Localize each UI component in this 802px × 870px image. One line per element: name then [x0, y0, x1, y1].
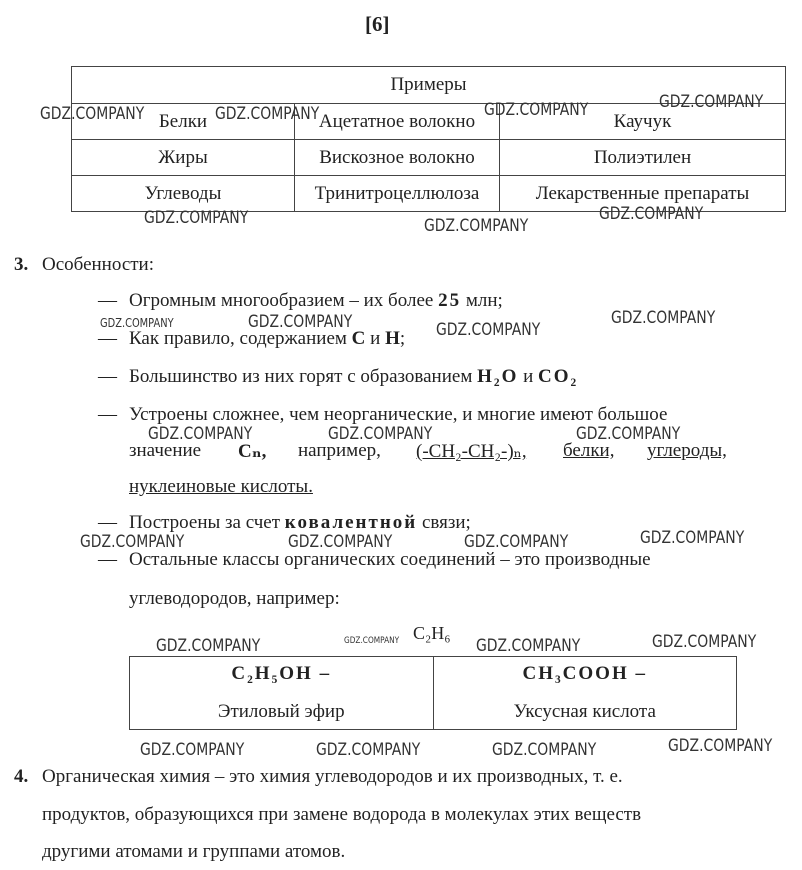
- watermark: GDZ.COMPANY: [424, 216, 529, 236]
- derivatives-table: [129, 656, 737, 730]
- table-row: [130, 657, 737, 730]
- feature-item-6-line-1: Остальные классы органических соединений – это производные: [129, 549, 651, 570]
- section-4-line-2: продуктов, образующихся при замене водорода в молекулах этих веществ: [42, 804, 642, 825]
- watermark: GDZ.COMPANY: [576, 424, 681, 444]
- watermark: GDZ.COMPANY: [148, 424, 253, 444]
- derivative-formula: CH₃COOH –: [522, 663, 647, 684]
- table-row: [72, 140, 786, 176]
- feature-item-2: Как правило, содержанием C и H;: [129, 328, 406, 349]
- dash-marker: —: [98, 366, 117, 387]
- watermark: GDZ.COMPANY: [140, 740, 245, 760]
- examples-table: [71, 66, 786, 212]
- watermark: GDZ.COMPANY: [288, 532, 393, 552]
- watermark: GDZ.COMPANY: [328, 424, 433, 444]
- watermark: GDZ.COMPANY: [100, 316, 174, 330]
- watermark: GDZ.COMPANY: [80, 532, 185, 552]
- dash-marker: —: [98, 549, 117, 570]
- dash-marker: —: [98, 328, 117, 349]
- watermark: GDZ.COMPANY: [659, 92, 764, 112]
- table-cell: Полиэтилен: [500, 140, 786, 176]
- table-cell: Тринитроцеллюлоза: [295, 176, 500, 212]
- c2h6-formula: C₂H₆: [413, 623, 451, 643]
- dash-marker: —: [98, 404, 117, 425]
- section-4-line-3: другими атомами и группами атомов.: [42, 841, 346, 862]
- watermark: GDZ.COMPANY: [611, 308, 716, 328]
- watermark: GDZ.COMPANY: [156, 636, 261, 656]
- feature-item-4-word: например,: [298, 440, 381, 461]
- table-cell: Углеводы: [72, 176, 295, 212]
- watermark: GDZ.COMPANY: [640, 528, 745, 548]
- watermark: GDZ.COMPANY: [316, 740, 421, 760]
- dash-marker: —: [98, 512, 117, 533]
- feature-item-4-word: углероды,: [647, 440, 727, 461]
- table-cell: Вискозное волокно: [295, 140, 500, 176]
- feature-item-4-word: значение: [129, 440, 202, 461]
- table-cell: [130, 657, 434, 730]
- derivative-name: Уксусная кислота: [513, 701, 656, 722]
- watermark: GDZ.COMPANY: [492, 740, 597, 760]
- section-3-number: 3.: [14, 254, 29, 275]
- feature-item-4-line-3: нуклеиновые кислоты.: [129, 476, 313, 497]
- watermark: GDZ.COMPANY: [144, 208, 249, 228]
- feature-item-1: Огромным многообразием – их более 25 млн;: [129, 290, 503, 311]
- watermark: GDZ.COMPANY: [484, 100, 589, 120]
- table-cell: Каучук: [500, 104, 786, 140]
- watermark: GDZ.COMPANY: [652, 632, 757, 652]
- watermark: GDZ.COMPANY: [464, 532, 569, 552]
- section-4-line-1: Органическая химия – это химия углеводородов и их производных, т. е.: [42, 766, 623, 787]
- feature-item-3: Большинство из них горят с образованием H₂O и CO₂: [129, 366, 579, 387]
- watermark: GDZ.COMPANY: [40, 104, 145, 124]
- watermark: GDZ.COMPANY: [215, 104, 320, 124]
- feature-item-4-cn: Cₙ,: [238, 441, 267, 462]
- score-label: [6]: [365, 12, 390, 36]
- feature-item-4-line-1: Устроены сложнее, чем неорганические, и многие имеют большое: [129, 404, 668, 425]
- watermark: GDZ.COMPANY: [436, 320, 541, 340]
- table-cell: Лекарственные препараты: [500, 176, 786, 212]
- feature-item-4-word: белки,: [563, 440, 615, 461]
- table-cell: Белки: [72, 104, 295, 140]
- feature-item-5: Построены за счет ковалентной связи;: [129, 512, 471, 533]
- examples-table-header: Примеры: [72, 67, 786, 104]
- watermark: GDZ.COMPANY: [248, 312, 353, 332]
- table-cell: Ацетатное волокно: [295, 104, 500, 140]
- watermark: GDZ.COMPANY: [599, 204, 704, 224]
- dash-marker: —: [98, 290, 117, 311]
- section-4-number: 4.: [14, 766, 29, 787]
- section-3-title: Особенности:: [42, 254, 154, 275]
- watermark: GDZ.COMPANY: [668, 736, 773, 756]
- table-cell: [433, 657, 737, 730]
- watermark: GDZ.COMPANY: [476, 636, 581, 656]
- derivative-formula: C₂H₅OH –: [231, 663, 332, 684]
- derivative-name: Этиловый эфир: [217, 701, 345, 722]
- feature-item-4-formula: (-CH₂-CH₂-)ₙ,: [416, 441, 527, 462]
- feature-item-6-line-2: углеводородов, например:: [129, 588, 340, 609]
- table-cell: Жиры: [72, 140, 295, 176]
- watermark: GDZ.COMPANY: [344, 636, 400, 646]
